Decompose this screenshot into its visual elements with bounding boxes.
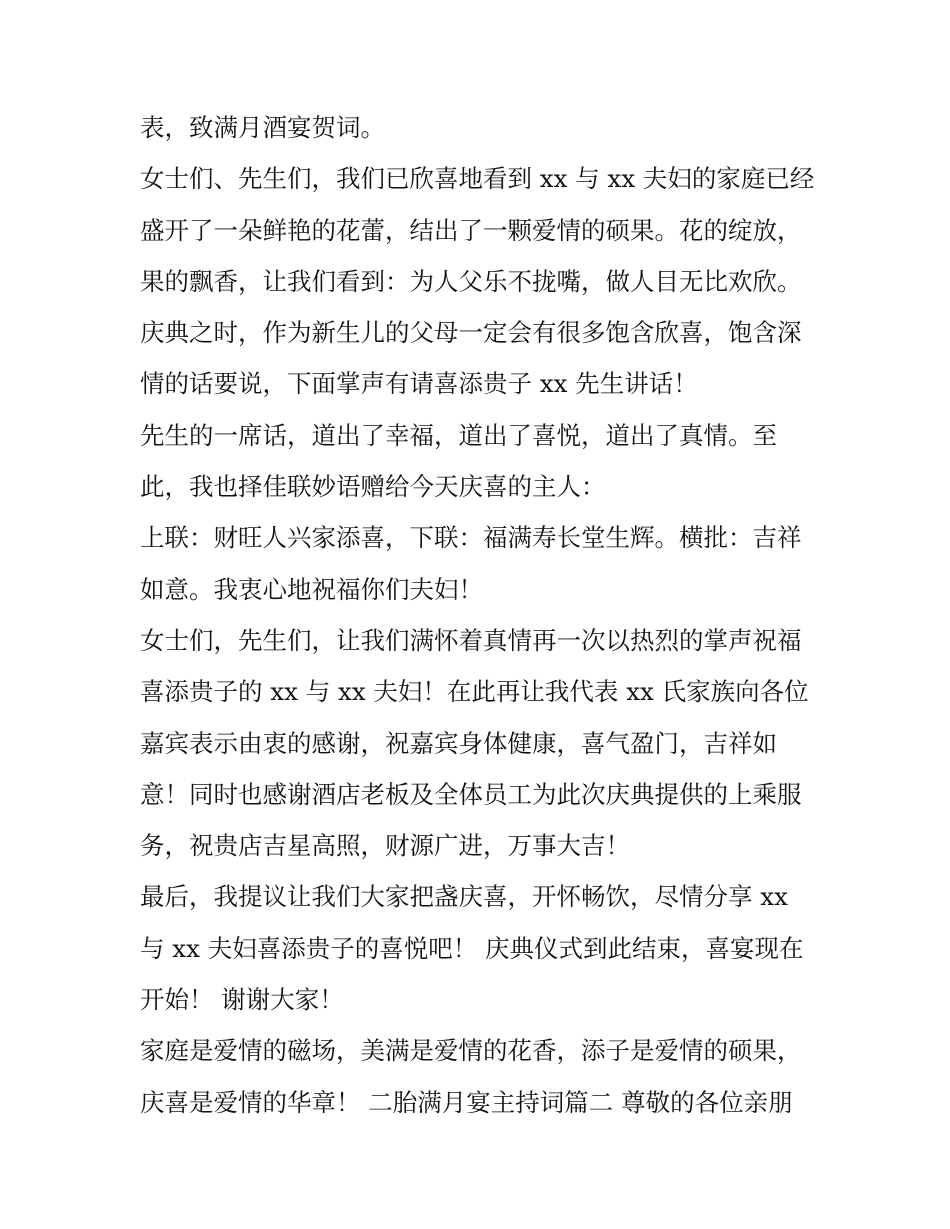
text-line: 盛开了一朵鲜艳的花蕾，结出了一颗爱情的硕果。花的绽放，: [140, 215, 802, 245]
text-line: 意！同时也感谢酒店老板及全体员工为此次庆典提供的上乘服: [140, 779, 802, 809]
text-line: 务，祝贵店吉星高照，财源广进，万事大吉！: [140, 831, 630, 861]
text-line: 上联：财旺人兴家添喜，下联：福满寿长堂生辉。横批：吉祥: [140, 523, 802, 553]
text-line: 情的话要说，下面掌声有请喜添贵子 xx 先生讲话！: [140, 369, 698, 399]
text-line: 果的飘香，让我们看到：为人父乐不拢嘴，做人目无比欢欣。: [140, 266, 802, 296]
text-line: 家庭是爱情的磁场，美满是爱情的花香，添子是爱情的硕果，: [140, 1036, 802, 1066]
text-line: 庆典之时，作为新生儿的父母一定会有很多饱含欣喜，饱含深: [140, 318, 802, 348]
text-line: 开始！ 谢谢大家！: [140, 985, 344, 1015]
text-line: 先生的一席话，道出了幸福，道出了喜悦，道出了真情。至: [140, 420, 777, 450]
document-body: [140, 102, 820, 1128]
text-line: 此，我也择佳联妙语赠给今天庆喜的主人：: [140, 472, 606, 502]
text-line: 表，致满月酒宴贺词。: [140, 113, 385, 142]
text-line: 喜添贵子的 xx 与 xx 夫妇！在此再让我代表 xx 氏家族向各位: [140, 677, 809, 707]
text-line: 女士们、先生们，我们已欣喜地看到 xx 与 xx 夫妇的家庭已经: [140, 164, 815, 194]
text-line: 最后，我提议让我们大家把盏庆喜，开怀畅饮，尽情分享 xx: [140, 882, 788, 912]
text-line: 如意。我衷心地祝福你们夫妇！: [140, 574, 483, 604]
text-line: 与 xx 夫妇喜添贵子的喜悦吧！ 庆典仪式到此结束，喜宴现在: [140, 933, 804, 963]
text-line: 女士们，先生们，让我们满怀着真情再一次以热烈的掌声祝福: [140, 625, 802, 655]
text-line: 嘉宾表示由衷的感谢，祝嘉宾身体健康，喜气盈门，吉祥如: [140, 728, 777, 758]
text-line: 庆喜是爱情的华章！ 二胎满月宴主持词篇二 尊敬的各位亲朋: [140, 1087, 793, 1117]
